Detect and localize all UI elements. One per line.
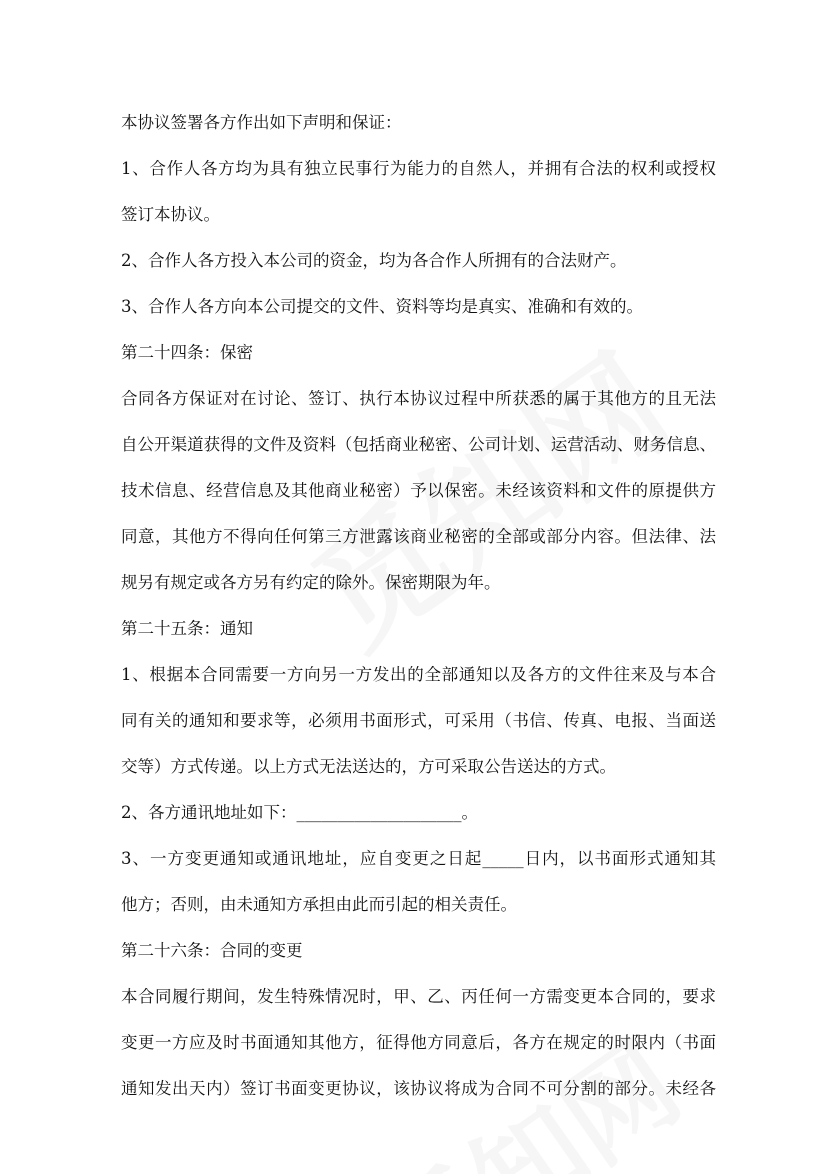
document-body xyxy=(121,100,716,1112)
article-24-line: 规另有规定或各方另有约定的除外。保密期限为年。 xyxy=(121,573,501,592)
declaration-1-line: 1、合作人各方均为具有独立民事行为能力的自然人，并拥有合法的权利或授权 xyxy=(121,159,716,178)
article-24-line: 技术信息、经营信息及其他商业秘密）予以保密。未经该资料和文件的原提供方 xyxy=(121,481,716,500)
article-24-heading: 第二十四条：保密 xyxy=(121,343,253,362)
declaration-2: 2、合作人各方投入本公司的资金，均为各合作人所拥有的合法财产。 xyxy=(121,251,627,270)
declaration-3: 3、合作人各方向本公司提交的文件、资料等均是真实、准确和有效的。 xyxy=(121,297,643,316)
article-25-clause-2: 2、各方通讯地址如下：____________________。 xyxy=(121,803,478,822)
article-25-heading: 第二十五条：通知 xyxy=(121,619,253,638)
article-24-line: 自公开渠道获得的文件及资料（包括商业秘密、公司计划、运营活动、财务信息、 xyxy=(121,435,716,454)
article-25-clause-3-line: 他方；否则，由未通知方承担由此而引起的相关责任。 xyxy=(121,895,517,914)
article-25-clause-3-line: 3、一方变更通知或通讯地址，应自变更之日起_____日内，以书面形式通知其 xyxy=(121,849,716,868)
article-24-line: 同意，其他方不得向任何第三方泄露该商业秘密的全部或部分内容。但法律、法 xyxy=(121,527,716,546)
article-24-line: 合同各方保证对在讨论、签订、执行本协议过程中所获悉的属于其他方的且无法 xyxy=(121,389,716,408)
article-25-clause-1-line: 交等）方式传递。以上方式无法送达的，方可采取公告送达的方式。 xyxy=(121,757,616,776)
paragraph-intro: 本协议签署各方作出如下声明和保证： xyxy=(121,113,402,132)
article-25-clause-1-line: 同有关的通知和要求等，必须用书面形式，可采用（书信、传真、电报、当面送 xyxy=(121,711,716,730)
article-26-line: 变更一方应及时书面通知其他方，征得他方同意后，各方在规定的时限内（书面 xyxy=(121,1033,716,1052)
article-26-line: 通知发出天内）签订书面变更协议，该协议将成为合同不可分割的部分。未经各 xyxy=(121,1079,716,1098)
article-26-line: 本合同履行期间，发生特殊情况时，甲、乙、丙任何一方需变更本合同的，要求 xyxy=(121,987,716,1006)
article-25-clause-1-line: 1、根据本合同需要一方向另一方发出的全部通知以及各方的文件往来及与本合 xyxy=(121,665,716,684)
declaration-1-line: 签订本协议。 xyxy=(121,205,220,224)
article-26-heading: 第二十六条：合同的变更 xyxy=(121,941,303,960)
